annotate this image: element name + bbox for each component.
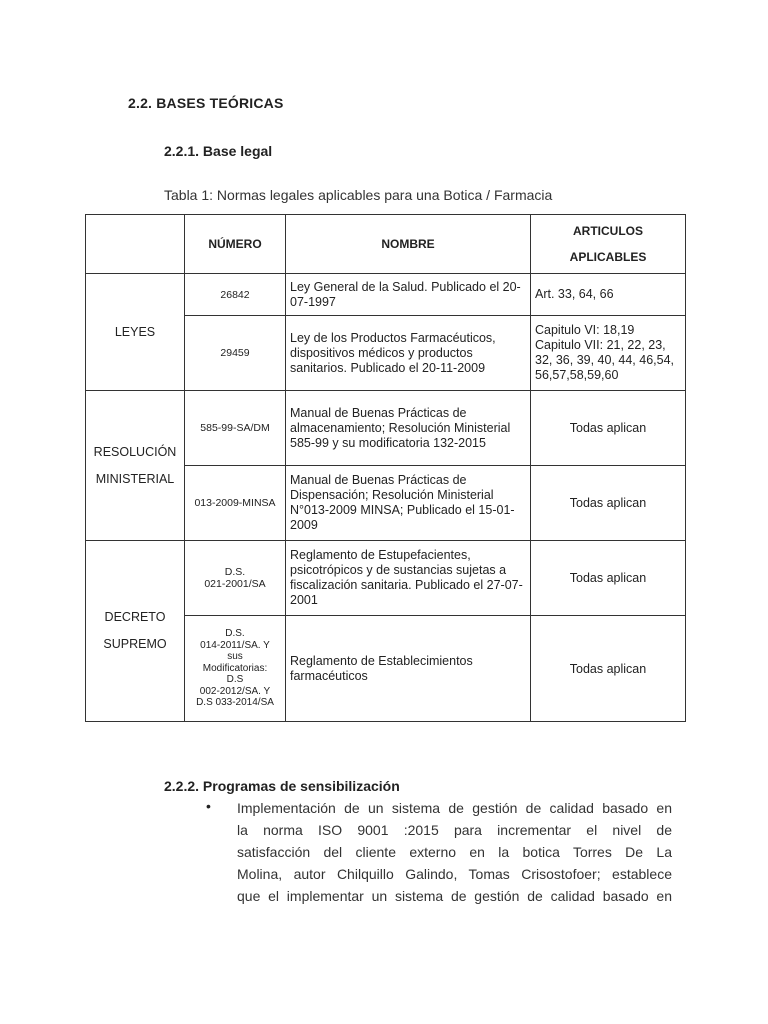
bullet-paragraph xyxy=(237,797,672,907)
paragraph-line: que el implementar un sistema de gestión de calidad basado en xyxy=(237,888,672,904)
programas-heading: 2.2.2. Programas de sensibilización xyxy=(164,778,400,794)
cell-articulos: Todas aplican xyxy=(531,466,686,541)
cell-numero xyxy=(185,541,286,616)
paragraph-line: satisfacción del cliente externo en la botica Torres De La xyxy=(237,844,672,860)
cell-nombre: Manual de Buenas Prácticas de almacenamiento; Resolución Ministerial 585-99 y su modificatoria 132-2015 xyxy=(286,391,531,466)
numero-line: 014-2011/SA. Y xyxy=(200,639,270,651)
table-row xyxy=(86,274,686,316)
header-empty xyxy=(86,215,185,274)
paragraph-line: la norma ISO 9001 :2015 para incrementar el nivel de xyxy=(237,822,672,838)
numero-line: D.S. xyxy=(225,628,245,640)
numero-line: Modificatorias: xyxy=(202,662,268,674)
section-heading: 2.2. BASES TEÓRICAS xyxy=(128,95,284,111)
subsection-heading: 2.2.1. Base legal xyxy=(164,143,273,159)
cell-numero: 26842 xyxy=(185,274,286,316)
group-resolucion-line2: MINISTERIAL xyxy=(95,471,175,486)
paragraph-line: Implementación de un sistema de gestión de calidad basado en xyxy=(237,800,672,816)
table-header-row xyxy=(86,215,686,274)
cell-numero: 585-99-SA/DM xyxy=(185,391,286,466)
bullet-icon: • xyxy=(206,798,211,814)
legal-norms-table xyxy=(85,214,686,722)
numero-line: 002-2012/SA. Y xyxy=(199,685,271,697)
table-row xyxy=(86,541,686,616)
header-articulos xyxy=(531,215,686,274)
cell-articulos: Capitulo VI: 18,19 Capitulo VII: 21, 22, 23, 32, 36, 39, 40, 44, 46,54, 56,57,58,59,60 xyxy=(531,316,686,391)
cell-articulos: Todas aplican xyxy=(531,541,686,616)
group-resolucion-line1: RESOLUCIÓN xyxy=(93,444,177,459)
header-numero: NÚMERO xyxy=(185,215,286,274)
header-nombre: NOMBRE xyxy=(286,215,531,274)
cell-nombre: Ley General de la Salud. Publicado el 20-07-1997 xyxy=(286,274,531,316)
group-resolucion xyxy=(86,391,185,541)
header-articulos-line2: APLICABLES xyxy=(569,250,647,264)
cell-nombre: Reglamento de Establecimientos farmacéuticos xyxy=(286,616,531,722)
cell-numero xyxy=(185,616,286,722)
header-articulos-line1: ARTICULOS xyxy=(573,224,643,238)
numero-line: sus xyxy=(227,651,243,663)
group-decreto xyxy=(86,541,185,722)
group-decreto-line1: DECRETO xyxy=(104,610,166,624)
cell-numero: 013-2009-MINSA xyxy=(185,466,286,541)
cell-nombre: Ley de los Productos Farmacéuticos, dispositivos médicos y productos sanitarios. Publicado el 20-11-2009 xyxy=(286,316,531,391)
group-decreto-line2: SUPREMO xyxy=(103,637,167,651)
numero-line: D.S xyxy=(226,674,244,686)
numero-line: 021-2001/SA xyxy=(204,578,266,590)
cell-nombre: Manual de Buenas Prácticas de Dispensación; Resolución Ministerial N°013-2009 MINSA; Publicado el 15-01-2009 xyxy=(286,466,531,541)
cell-articulos: Art. 33, 64, 66 xyxy=(531,274,686,316)
cell-numero: 29459 xyxy=(185,316,286,391)
table-row xyxy=(86,391,686,466)
numero-line: D.S. xyxy=(224,566,246,578)
numero-line: D.S 033-2014/SA xyxy=(196,697,274,709)
cell-articulos: Todas aplican xyxy=(531,391,686,466)
table-caption: Tabla 1: Normas legales aplicables para una Botica / Farmacia xyxy=(164,187,553,203)
cell-nombre: Reglamento de Estupefacientes, psicotrópicos y de sustancias sujetas a fiscalización sanitaria. Publicado el 27-07-2001 xyxy=(286,541,531,616)
group-leyes: LEYES xyxy=(86,274,185,391)
paragraph-line: Molina, autor Chilquillo Galindo, Tomas Crisostofoer; establece xyxy=(237,866,672,882)
cell-articulos: Todas aplican xyxy=(531,616,686,722)
